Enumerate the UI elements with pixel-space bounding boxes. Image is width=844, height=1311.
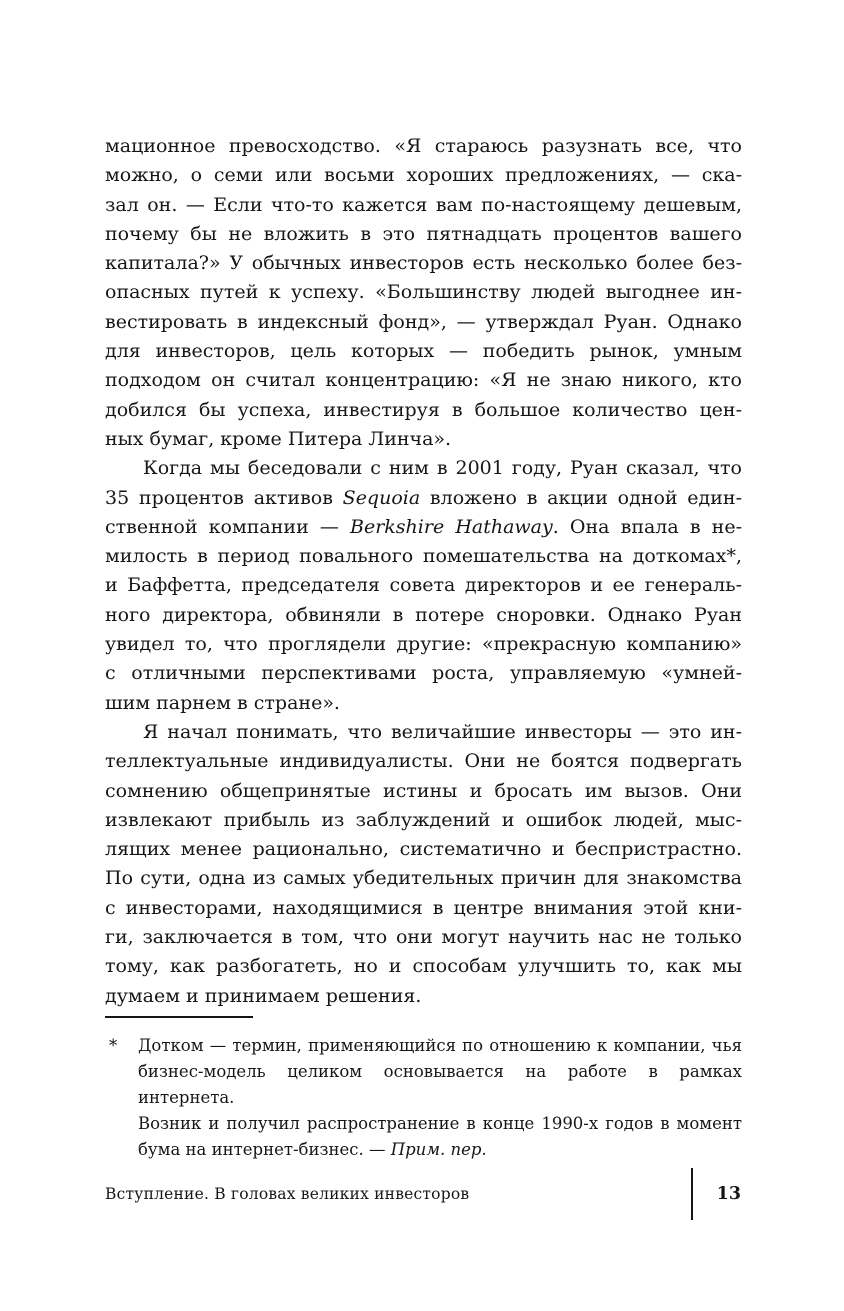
text-line: зал он. — Если что-то кажется вам по-настоящему дешевым, bbox=[105, 193, 742, 216]
paragraph bbox=[138, 1033, 742, 1163]
body-text bbox=[105, 132, 742, 1011]
text-line: Возник и получил распространение в конце 1990-х годов в момент bbox=[138, 1114, 742, 1133]
page-footer bbox=[105, 1168, 741, 1220]
text-line: милость в период повального помешательства на доткомах*, bbox=[105, 545, 742, 568]
text-line: бума на интернет-бизнес. — Прим. пер. bbox=[138, 1140, 487, 1159]
italic-run: Прим. пер. bbox=[390, 1140, 487, 1159]
text-line: ных бумаг, кроме Питера Линча». bbox=[105, 427, 452, 450]
text-line: Дотком — термин, применяющийся по отношению к компании, чья bbox=[138, 1036, 742, 1055]
text-line: опасных путей к успеху. «Большинству людей выгоднее ин- bbox=[105, 281, 742, 304]
text-line: сомнению общепринятые истины и бросать им вызов. Они bbox=[105, 779, 742, 802]
footnote-body bbox=[105, 1033, 742, 1163]
paragraph bbox=[105, 454, 742, 718]
text-line: вестировать в индексный фонд», — утверждал Руан. Однако bbox=[105, 310, 742, 333]
text-line: капитала?» У обычных инвесторов есть несколько более без- bbox=[105, 252, 742, 275]
text-line: бизнес-модель целиком основывается на работе в рамках интернета. bbox=[138, 1062, 742, 1107]
text-line: добился бы успеха, инвестируя в большое количество цен- bbox=[105, 398, 742, 421]
footnote bbox=[105, 1016, 742, 1163]
text-line: По сути, одна из самых убедительных причин для знакомства bbox=[105, 867, 742, 890]
text-line: мационное превосходство. «Я стараюсь разузнать все, что bbox=[105, 135, 742, 157]
text-line: извлекают прибыль из заблуждений и ошибок людей, мыс- bbox=[105, 808, 742, 831]
paragraph bbox=[105, 718, 742, 1011]
text-line: тому, как разбогатеть, но и способам улучшить то, как мы bbox=[105, 955, 742, 978]
text-line: Когда мы беседовали с ним в 2001 году, Руан сказал, что bbox=[143, 457, 742, 480]
text-line: теллектуальные индивидуалисты. Они не боятся подвергать bbox=[105, 750, 742, 773]
text-line: и Баффетта, председателя совета директоров и ее генераль- bbox=[105, 574, 742, 597]
text-line: ного директора, обвиняли в потере сноровки. Однако Руан bbox=[105, 603, 742, 626]
footnote-text bbox=[138, 1033, 742, 1163]
text-line: ги, заключается в том, что они могут научить нас не только bbox=[105, 926, 742, 949]
text-line: ственной компании — Berkshire Hathaway. Она впала в не- bbox=[105, 515, 742, 538]
text-line: лящих менее рационально, систематично и беспристрастно. bbox=[105, 838, 742, 861]
text-line: подходом он считал концентрацию: «Я не знаю никого, кто bbox=[105, 369, 742, 392]
text-line: с инвесторами, находящимися в центре внимания этой кни- bbox=[105, 896, 742, 919]
text-line: с отличными перспективами роста, управляемую «умней- bbox=[105, 662, 742, 685]
text-line: шим парнем в стране». bbox=[105, 691, 340, 714]
footnote-marker: * bbox=[109, 1036, 118, 1055]
text-line: Я начал понимать, что величайшие инвесторы — это ин- bbox=[143, 720, 742, 743]
paragraph bbox=[105, 132, 742, 454]
text-line: 35 процентов активов Sequoia вложено в акции одной един- bbox=[105, 486, 742, 509]
italic-run: Sequoia bbox=[342, 486, 421, 509]
text-line: думаем и принимаем решения. bbox=[105, 984, 422, 1007]
text-line: почему бы не вложить в это пятнадцать процентов вашего bbox=[105, 222, 742, 245]
footnote-rule bbox=[105, 1016, 253, 1018]
italic-run: Berkshire Hathaway bbox=[350, 515, 553, 538]
text-line: для инвесторов, цель которых — победить рынок, умным bbox=[105, 340, 742, 363]
text-line: можно, о семи или восьми хороших предложениях, — ска- bbox=[105, 164, 742, 187]
running-title: Вступление. В головах великих инвесторов bbox=[105, 1185, 470, 1203]
text-line: увидел то, что проглядели другие: «прекрасную компанию» bbox=[105, 633, 742, 656]
page-number: 13 bbox=[716, 1184, 741, 1204]
